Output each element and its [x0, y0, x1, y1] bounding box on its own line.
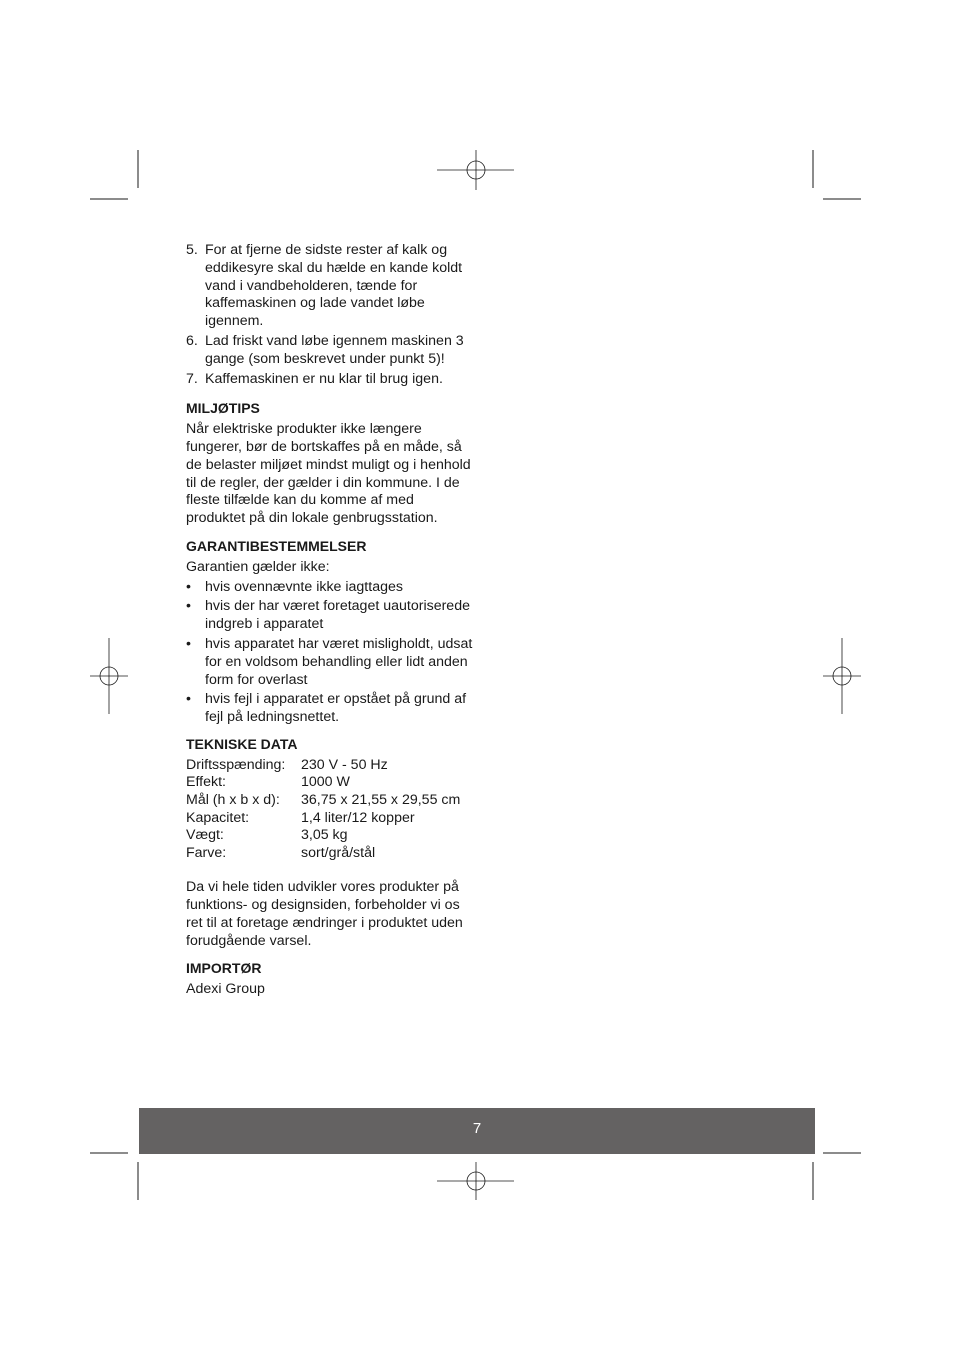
section-heading: TEKNISKE DATA: [186, 735, 298, 752]
steps-list: [186, 242, 476, 388]
list-item: [186, 579, 476, 597]
list-item-text: hvis ovennævnte ikke iagttages: [205, 578, 403, 595]
table-row: [186, 792, 460, 810]
list-item-text: hvis fejl i apparatet er opstået på grund af fejl på ledningsnettet.: [205, 691, 467, 726]
table-row: [186, 757, 460, 775]
step-text: Lad friskt vand løbe igennem maskinen 3 gange (som beskrevet under punkt 5)!: [205, 332, 464, 367]
registration-mark-left: [90, 638, 128, 714]
section-intro: Garantien gælder ikke:: [186, 558, 330, 575]
table-row: [186, 845, 460, 863]
spec-value: 3,05 kg: [301, 827, 348, 844]
section-garanti: [186, 538, 476, 727]
notice-text: Da vi hele tiden udvikler vores produkter på funktions- og designsiden, forbeholder vi os ret til at foretage ændringer i produktet uden forudgående varsel.: [186, 879, 463, 949]
table-row: [186, 827, 460, 845]
spec-label: Effekt:: [186, 774, 226, 791]
bullet: •: [186, 691, 191, 708]
step-text: Kaffemaskinen er nu klar til brug igen.: [205, 370, 443, 387]
list-item: [186, 691, 476, 727]
step-item: [186, 242, 476, 331]
spec-value: sort/grå/stål: [301, 844, 376, 861]
list-item: [186, 598, 476, 634]
bullet: •: [186, 635, 191, 652]
section-text: Adexi Group: [186, 981, 265, 998]
page-content: [186, 242, 476, 999]
section-heading: MILJØTIPS: [186, 400, 260, 417]
table-row: [186, 810, 460, 828]
spec-label: Farve:: [186, 844, 227, 861]
registration-mark-bottom: [437, 1162, 514, 1200]
section-text: Når elektriske produkter ikke længere fungerer, bør de bortskaffes på en måde, så de belaster miljøet mindst muligt og i henhold til de regler, der gælder i din kommune. I de fleste tilfælde kan du komme af med produktet på din lokale genbrugsstation.: [186, 421, 471, 527]
step-item: [186, 371, 476, 389]
table-row: [186, 774, 460, 792]
spec-value: 230 V - 50 Hz: [301, 756, 388, 773]
step-number: 5.: [186, 242, 198, 258]
list-item-text: hvis apparatet har været misligholdt, udsat for en voldsom behandling eller lidt anden form for overlast: [205, 635, 473, 688]
section-heading: GARANTIBESTEMMELSER: [186, 537, 367, 554]
spec-label: Kapacitet:: [186, 809, 250, 826]
step-number: 6.: [186, 332, 198, 349]
registration-mark-top: [437, 150, 514, 190]
section-importor: [186, 960, 476, 999]
spec-label: Driftsspænding:: [186, 756, 286, 773]
spec-value: 36,75 x 21,55 x 29,55 cm: [301, 791, 461, 808]
section-miljotips: [186, 400, 476, 528]
list-item-text: hvis der har været foretaget uautoriserede indgreb i apparatet: [205, 598, 470, 633]
spec-value: 1,4 liter/12 kopper: [301, 809, 415, 826]
spec-label: Mål (h x b x d):: [186, 791, 280, 808]
registration-mark-right: [823, 638, 861, 714]
bullet: •: [186, 598, 191, 615]
step-item: [186, 333, 476, 369]
page-number: 7: [472, 1120, 482, 1137]
spec-label: Vægt:: [186, 827, 224, 844]
bullet: •: [186, 578, 191, 595]
footer-bar: [139, 1108, 815, 1154]
section-tekniske: [186, 736, 476, 951]
bullet-list: [186, 579, 476, 727]
spec-value: 1000 W: [301, 774, 350, 791]
step-number: 7.: [186, 370, 198, 387]
section-heading: IMPORTØR: [186, 960, 262, 977]
step-text: For at fjerne de sidste rester af kalk og eddikesyre skal du hælde en kande koldt vand i vandbeholderen, tænde for kaffemaskinen og lade vandet løbe igennem.: [205, 242, 463, 330]
list-item: [186, 636, 476, 689]
specs-table: [186, 757, 460, 863]
